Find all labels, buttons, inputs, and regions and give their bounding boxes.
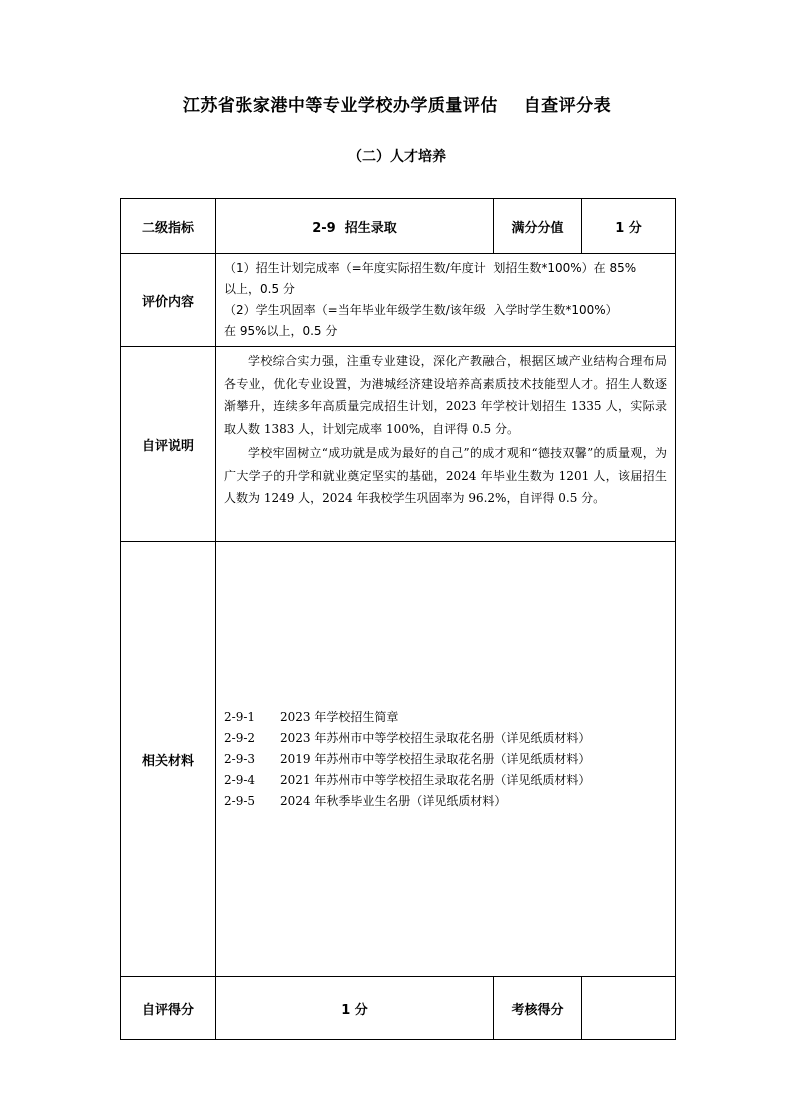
score-row [121,977,676,1040]
evaluation-line-3: （2）学生巩固率（=当年毕业年级学生数/该年级 入学时学生数*100%） [224,303,618,317]
evaluation-line-2: 以上，0.5 分 [224,282,295,296]
materials-list [216,542,676,977]
material-text: 2024 年秋季毕业生名册（详见纸质材料） [280,793,507,808]
self-evaluation-paragraph-1: 学校综合实力强，注重专业建设，深化产教融合，根据区域产业结构合理布局各专业，优化专业设置，为港城经济建设培养高素质技术技能型人才。招生人数逐渐攀升，连续多年高质量完成招生计划，2023 年学校计划招生 1335 人，实际录取人数 1383 人，计划完成率 100%，自评得 0.5 分。 [224,354,667,436]
document-title: 江苏省张家港中等专业学校办学质量评估 自查评分表 [182,96,612,116]
material-text: 2023 年苏州市中等学校招生录取花名册（详见纸质材料） [280,730,591,745]
document-subtitle: （二）人才培养 [348,149,446,165]
material-text: 2023 年学校招生简章 [280,709,399,724]
evaluation-line-1: （1）招生计划完成率（=年度实际招生数/年度计 划招生数*100%）在 85% [224,261,637,275]
material-code: 2-9-2 [224,730,256,745]
material-item [224,707,667,728]
material-text: 2021 年苏州市中等学校招生录取花名册（详见纸质材料） [280,772,591,787]
evaluation-line-4: 在 95%以上，0.5 分 [224,324,338,338]
material-item [224,728,667,749]
self-score-label: 自评得分 [121,977,216,1040]
self-evaluation-content [216,347,676,542]
exam-score-label: 考核得分 [494,977,582,1040]
evaluation-content [216,254,676,347]
self-evaluation-row [121,347,676,542]
indicator-row [121,199,676,254]
material-item [224,749,667,770]
level2-indicator-label: 二级指标 [121,199,216,254]
self-evaluation-label: 自评说明 [121,347,216,542]
material-code: 2-9-4 [224,772,256,787]
evaluation-content-row [121,254,676,347]
material-code: 2-9-3 [224,751,256,766]
evaluation-content-label: 评价内容 [121,254,216,347]
material-item [224,791,667,812]
material-code: 2-9-1 [224,709,256,724]
evaluation-table [120,198,676,1040]
self-evaluation-paragraph-2: 学校牢固树立“成功就是成为最好的自己”的成才观和“德技双馨”的质量观，为广大学子的升学和就业奠定坚实的基础，2024 年毕业生数为 1201 人，该届招生人数为 1249 人，2024 年我校学生巩固率为 96.2%，自评得 0.5 分。 [224,446,667,505]
material-item [224,770,667,791]
materials-label: 相关材料 [121,542,216,977]
full-score-label: 满分分值 [494,199,582,254]
materials-row [121,542,676,977]
exam-score-value [582,977,676,1040]
full-score-value: 1 分 [582,199,676,254]
material-text: 2019 年苏州市中等学校招生录取花名册（详见纸质材料） [280,751,591,766]
material-code: 2-9-5 [224,793,256,808]
self-score-value: 1 分 [216,977,494,1040]
indicator-name: 2-9 招生录取 [216,199,494,254]
